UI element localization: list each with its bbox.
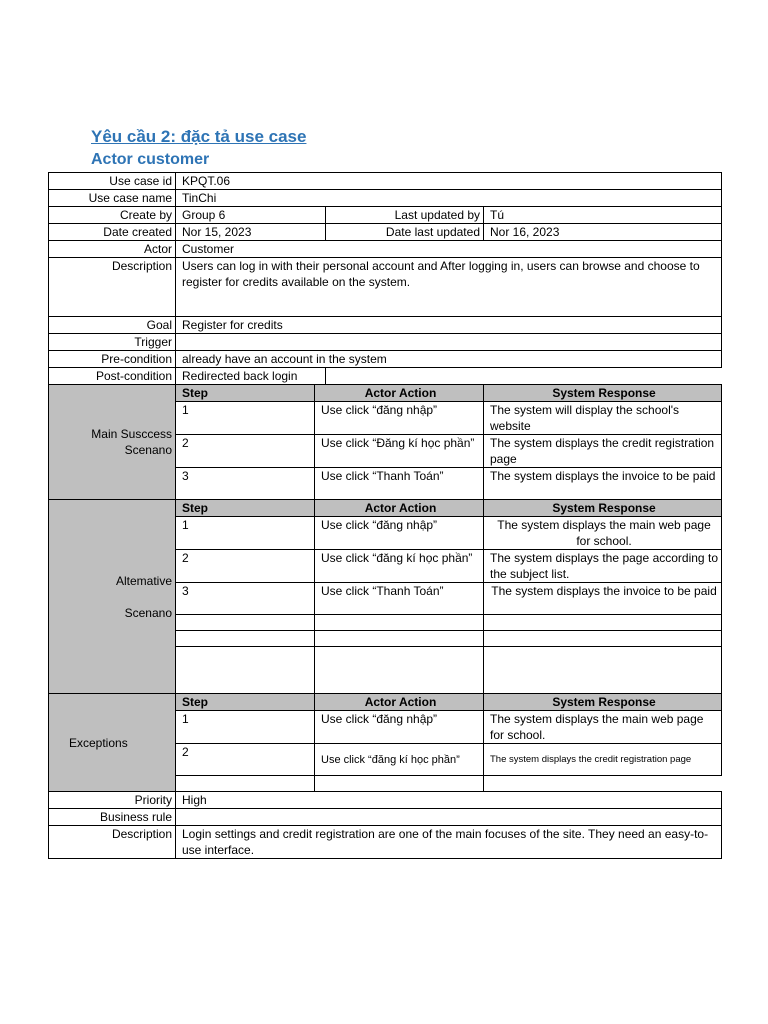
exc-empty-step-3 (176, 776, 315, 792)
trigger-value (176, 334, 722, 351)
main-response-2: The system displays the credit registration page (484, 435, 722, 468)
alt-action-3: Use click “Thanh Toán” (315, 583, 484, 615)
alt-action-header: Actor Action (315, 500, 484, 517)
alt-step-2: 2 (176, 550, 315, 583)
goal-label: Goal (49, 317, 176, 334)
row-post-condition (49, 368, 722, 385)
main-response-3: The system displays the invoice to be paid (484, 468, 722, 500)
row-date-created (49, 224, 722, 241)
alt-step-1: 1 (176, 517, 315, 550)
date-created-value: Nor 15, 2023 (176, 224, 326, 241)
row-use-case-id (49, 173, 722, 190)
use-case-id-value: KPQT.06 (176, 173, 722, 190)
alt-empty-step-6 (176, 647, 315, 694)
main-action-header: Actor Action (315, 385, 484, 402)
post-condition-blank (326, 368, 722, 385)
alt-step-header: Step (176, 500, 315, 517)
alt-response-2: The system displays the page according to the subject list. (484, 550, 722, 583)
description-value: Users can log in with their personal account and After logging in, users can browse and choose to register for credits available on the system. (176, 258, 722, 317)
row-trigger (49, 334, 722, 351)
actor-label: Actor (49, 241, 176, 258)
alt-response-1: The system displays the main web page for school. (484, 517, 722, 550)
alt-empty-action-4 (315, 615, 484, 631)
exc-action-2: Use click “đăng kí học phần” (315, 744, 484, 776)
business-rule-label: Business rule (49, 809, 176, 826)
main-action-2: Use click “Đăng kí học phần” (315, 435, 484, 468)
alt-scenario-label-line1: Altemative (115, 573, 172, 588)
alt-empty-response-6 (484, 647, 722, 694)
actor-subheading: Actor customer (91, 151, 210, 168)
goal-value: Register for credits (176, 317, 722, 334)
alt-response-header: System Response (484, 500, 722, 517)
date-created-label: Date created (49, 224, 176, 241)
alt-empty-action-6 (315, 647, 484, 694)
alt-scenario-label-line2: Scenano (124, 605, 172, 620)
post-condition-value: Redirected back login (176, 368, 326, 385)
trigger-label: Trigger (49, 334, 176, 351)
main-step-3: 3 (176, 468, 315, 500)
exc-empty-response-3 (484, 776, 722, 792)
main-scenario-header-row (49, 385, 722, 402)
document-heading: Yêu cầu 2: đặc tả use case (91, 127, 307, 146)
main-step-1: 1 (176, 402, 315, 435)
priority-label: Priority (49, 792, 176, 809)
priority-value: High (176, 792, 722, 809)
main-scenario-label (49, 385, 176, 500)
main-scenario-label-line1: Main Susccess (91, 427, 172, 441)
row-use-case-name (49, 190, 722, 207)
create-by-label: Create by (49, 207, 176, 224)
row-goal (49, 317, 722, 334)
alt-action-2: Use click “đăng kí học phần” (315, 550, 484, 583)
footer-description-value: Login settings and credit registration are one of the main focuses of the site. They need an easy-to-use interface. (176, 826, 722, 859)
main-action-1: Use click “đăng nhập” (315, 402, 484, 435)
exc-step-header: Step (176, 694, 315, 711)
row-pre-condition (49, 351, 722, 368)
exc-action-header: Actor Action (315, 694, 484, 711)
alt-response-3: The system displays the invoice to be paid (484, 583, 722, 615)
exceptions-label: Exceptions (49, 694, 176, 792)
main-step-2: 2 (176, 435, 315, 468)
last-updated-by-label: Last updated by (326, 207, 484, 224)
create-by-value: Group 6 (176, 207, 326, 224)
row-actor (49, 241, 722, 258)
exc-response-header: System Response (484, 694, 722, 711)
pre-condition-label: Pre-condition (49, 351, 176, 368)
alt-empty-step-4 (176, 615, 315, 631)
main-scenario-label-line2: Scenano (124, 443, 172, 457)
row-footer-description (49, 826, 722, 859)
description-label: Description (49, 258, 176, 317)
alt-step-3: 3 (176, 583, 315, 615)
exc-step-1: 1 (176, 711, 315, 744)
pre-condition-value: already have an account in the system (176, 351, 722, 368)
last-updated-by-value: Tú (484, 207, 722, 224)
alt-scenario-label (49, 500, 176, 694)
date-last-updated-value: Nor 16, 2023 (484, 224, 722, 241)
exc-action-1: Use click “đăng nhập” (315, 711, 484, 744)
row-create-by (49, 207, 722, 224)
business-rule-value (176, 809, 722, 826)
exc-response-1: The system displays the main web page for school. (484, 711, 722, 744)
row-priority (49, 792, 722, 809)
use-case-table (48, 172, 722, 859)
alt-scenario-header-row (49, 500, 722, 517)
alt-action-1: Use click “đăng nhập” (315, 517, 484, 550)
alt-empty-step-5 (176, 631, 315, 647)
main-step-header: Step (176, 385, 315, 402)
alt-empty-action-5 (315, 631, 484, 647)
main-response-header: System Response (484, 385, 722, 402)
footer-description-label: Description (49, 826, 176, 859)
main-response-1: The system will display the school's website (484, 402, 722, 435)
date-last-updated-label: Date last updated (326, 224, 484, 241)
row-description (49, 258, 722, 317)
alt-empty-response-5 (484, 631, 722, 647)
post-condition-label: Post-condition (49, 368, 176, 385)
exc-step-2: 2 (176, 744, 315, 776)
exceptions-header-row (49, 694, 722, 711)
alt-empty-response-4 (484, 615, 722, 631)
use-case-id-label: Use case id (49, 173, 176, 190)
use-case-name-value: TinChi (176, 190, 722, 207)
exc-empty-action-3 (315, 776, 484, 792)
exc-response-2: The system displays the credit registration page (484, 744, 722, 776)
use-case-name-label: Use case name (49, 190, 176, 207)
actor-value: Customer (176, 241, 722, 258)
row-business-rule (49, 809, 722, 826)
main-action-3: Use click “Thanh Toán” (315, 468, 484, 500)
